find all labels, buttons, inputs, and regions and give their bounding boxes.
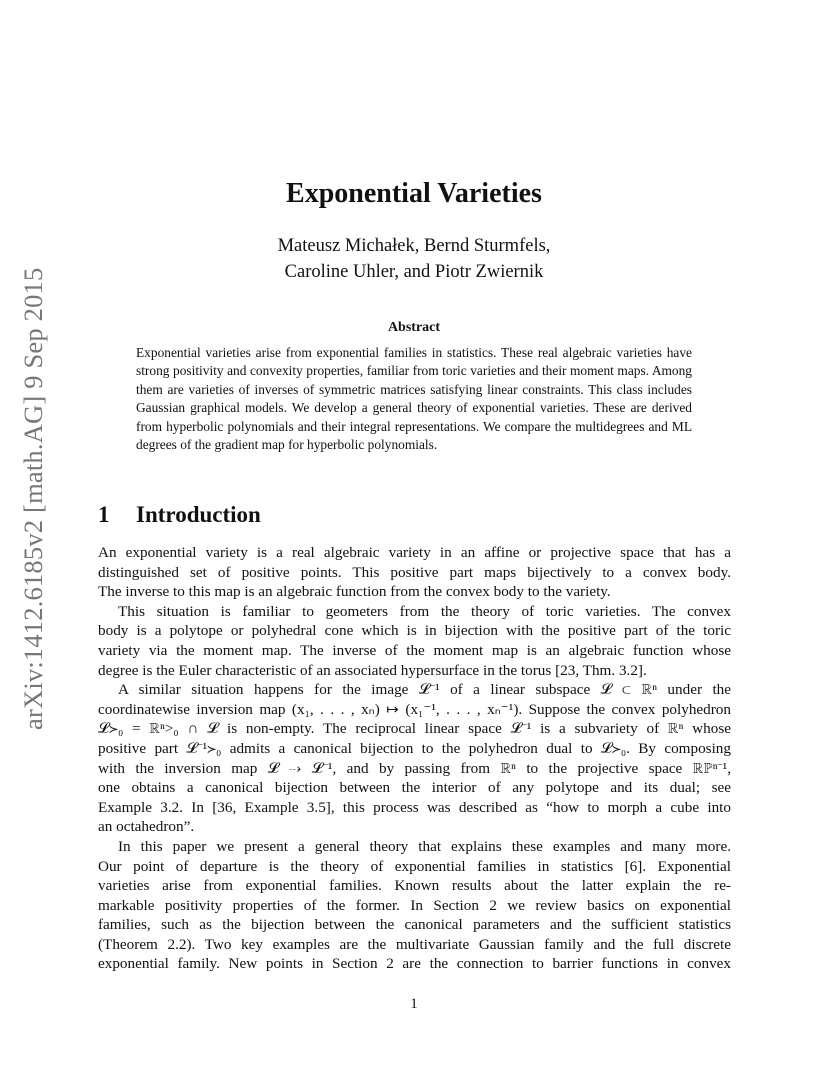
body-line: families, such as the bijection between the canonical parameters and the sufficient statistics	[98, 916, 731, 934]
body-line: markable positivity properties of the former. In Section 2 we review basics on exponential	[98, 896, 731, 914]
paper-title: Exponential Varieties	[286, 178, 542, 209]
section-title: Introduction	[136, 502, 261, 527]
abstract-text: Exponential varieties arise from exponential families in statistics. These real algebraic varieties have strong positivity and convexity properties, familiar from toric varieties and their moment maps. Among them are varieties of inverses of symmetric matrices satisfying linear constraints. This class includes Gaussian graphical models. We develop a general theory of exponential varieties. These are derived from hyperbolic polynomials and their integral representations. We compare the multidegrees and ML degrees of the gradient map for hyperbolic polynomials.	[136, 345, 692, 453]
section-heading	[98, 502, 261, 528]
body-line: an octahedron”.	[98, 818, 195, 836]
body-line: degree is the Euler characteristic of an associated hypersurface in the torus [23, Thm. 3.2].	[98, 661, 647, 679]
body-line: An exponential variety is a real algebraic variety in an affine or projective space that has a	[98, 544, 731, 561]
author-line: Mateusz Michałek, Bernd Sturmfels,	[277, 236, 551, 256]
author-list	[0, 233, 828, 285]
body-line: body is a polytope or polyhedral cone which is in bijection with the positive part of the toric	[98, 622, 731, 640]
body-line: Example 3.2. In [36, Example 3.5], this process was described as “how to morph a cube into	[98, 798, 731, 816]
author-line: Caroline Uhler, and Piotr Zwiernik	[284, 262, 544, 282]
body-line: exponential family. New points in Section 2 are the connection to barrier functions in convex	[98, 955, 731, 973]
body-text	[98, 543, 731, 974]
body-line: This situation is familiar to geometers from the theory of toric varieties. The convex	[118, 602, 731, 620]
page-number: 1	[410, 996, 418, 1012]
arxiv-identifier-stamp: arXiv:1412.6185v2 [math.AG] 9 Sep 2015	[18, 267, 48, 730]
body-line: varieties arise from exponential families. Known results about the latter explain the re-	[98, 877, 731, 895]
body-line: variety via the moment map. The inverse of the moment map is an algebraic function whose	[98, 641, 731, 659]
body-line: A similar situation happens for the image 𝓛⁻¹ of a linear subspace 𝓛 ⊂ ℝⁿ under the	[118, 681, 731, 699]
body-line: distinguished set of positive points. This positive part maps bijectively to a convex body.	[98, 563, 731, 581]
body-line: coordinatewise inversion map (x₁, . . . , xₙ) ↦ (x₁⁻¹, . . . , xₙ⁻¹). Suppose the convex polyhedron	[98, 700, 731, 718]
body-line: In this paper we present a general theory that explains these examples and many more.	[118, 837, 731, 855]
body-line: with the inversion map 𝓛 ⇢ 𝓛⁻¹, and by passing from ℝⁿ to the projective space ℝℙⁿ⁻¹,	[98, 759, 731, 777]
body-line: The inverse to this map is an algebraic function from the convex body to the variety.	[98, 583, 611, 601]
body-line: 𝓛≻₀ = ℝⁿ>₀ ∩ 𝓛 is non-empty. The reciprocal linear space 𝓛⁻¹ is a subvariety of ℝⁿ whose	[98, 720, 731, 738]
body-line: (Theorem 2.2). Two key examples are the multivariate Gaussian family and the full discrete	[98, 935, 731, 953]
body-line: Our point of departure is the theory of exponential families in statistics [6]. Exponential	[98, 857, 731, 875]
body-line: positive part 𝓛⁻¹≻₀ admits a canonical bijection to the polyhedron dual to 𝓛≻₀. By composing	[98, 739, 731, 757]
body-line: one obtains a canonical bijection between the interior of any polytope and its dual; see	[98, 779, 731, 797]
abstract-heading: Abstract	[387, 320, 441, 335]
section-number: 1	[98, 502, 110, 527]
